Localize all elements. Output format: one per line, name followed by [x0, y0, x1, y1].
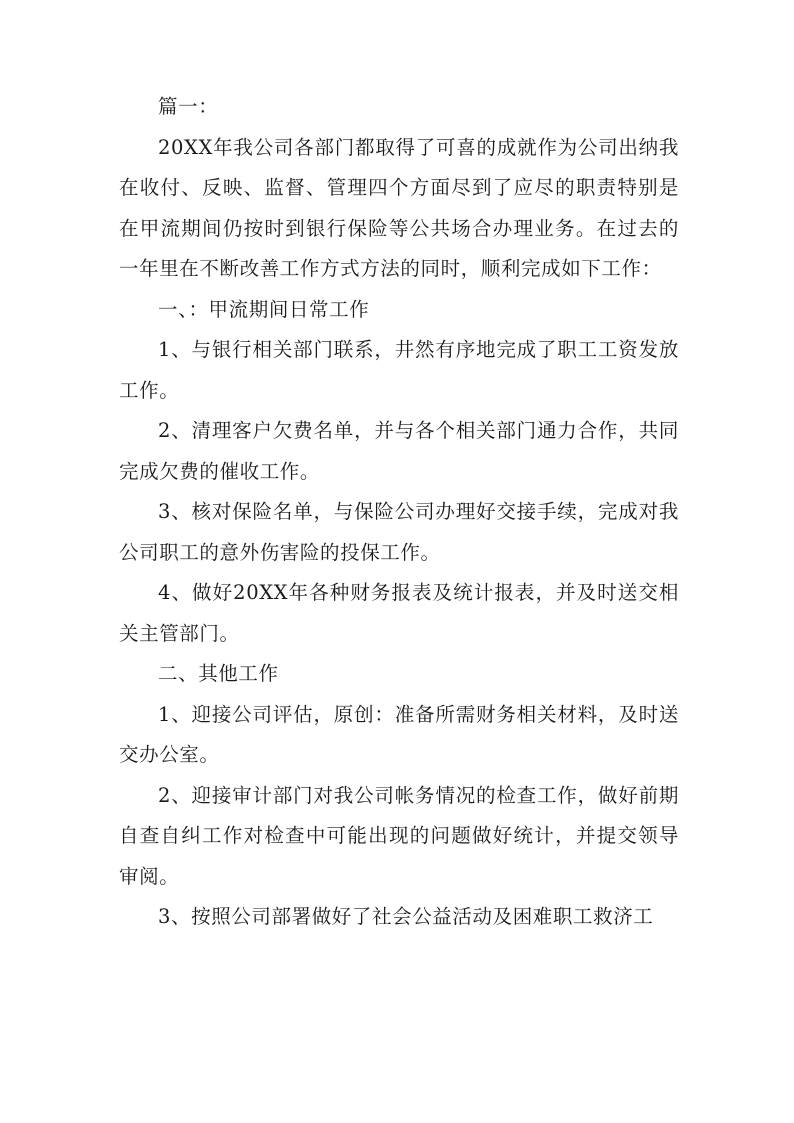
part2-item: 1、迎接公司评估，原创：准备所需财务相关材料，及时送交办公室。 [119, 702, 679, 766]
document-body [119, 87, 679, 938]
part2-heading: 二、其他工作 [158, 662, 279, 685]
part1-item: 4、做好20XX年各种财务报表及统计报表，并及时送交相关主管部门。 [119, 581, 679, 645]
part2-item: 2、迎接审计部门对我公司帐务情况的检查工作，做好前期自查自纠工作对检查中可能出现的问题做好统计，并提交领导审阅。 [119, 783, 679, 888]
part1-item: 1、与银行相关部门联系，井然有序地完成了职工工资发放工作。 [119, 338, 679, 402]
part1-item: 2、清理客户欠费名单，并与各个相关部门通力合作，共同完成欠费的催收工作。 [119, 419, 679, 483]
part2-item: 3、按照公司部署做好了社会公益活动及困难职工救济工 [158, 905, 654, 928]
part1-heading: 一、：甲流期间日常工作 [158, 297, 370, 321]
part1-item: 3、核对保险名单，与保险公司办理好交接手续，完成对我公司职工的意外伤害险的投保工作。 [119, 500, 679, 564]
section-title: 篇一： [158, 95, 219, 118]
intro-paragraph: 20XX年我公司各部门都取得了可喜的成就作为公司出纳我在收付、反映、监督、管理四个方面尽到了应尽的职责特别是在甲流期间仍按时到银行保险等公共场合办理业务。在过去的一年里在不断改善工作方式方法的同时，顺利完成如下工作： [119, 135, 679, 280]
